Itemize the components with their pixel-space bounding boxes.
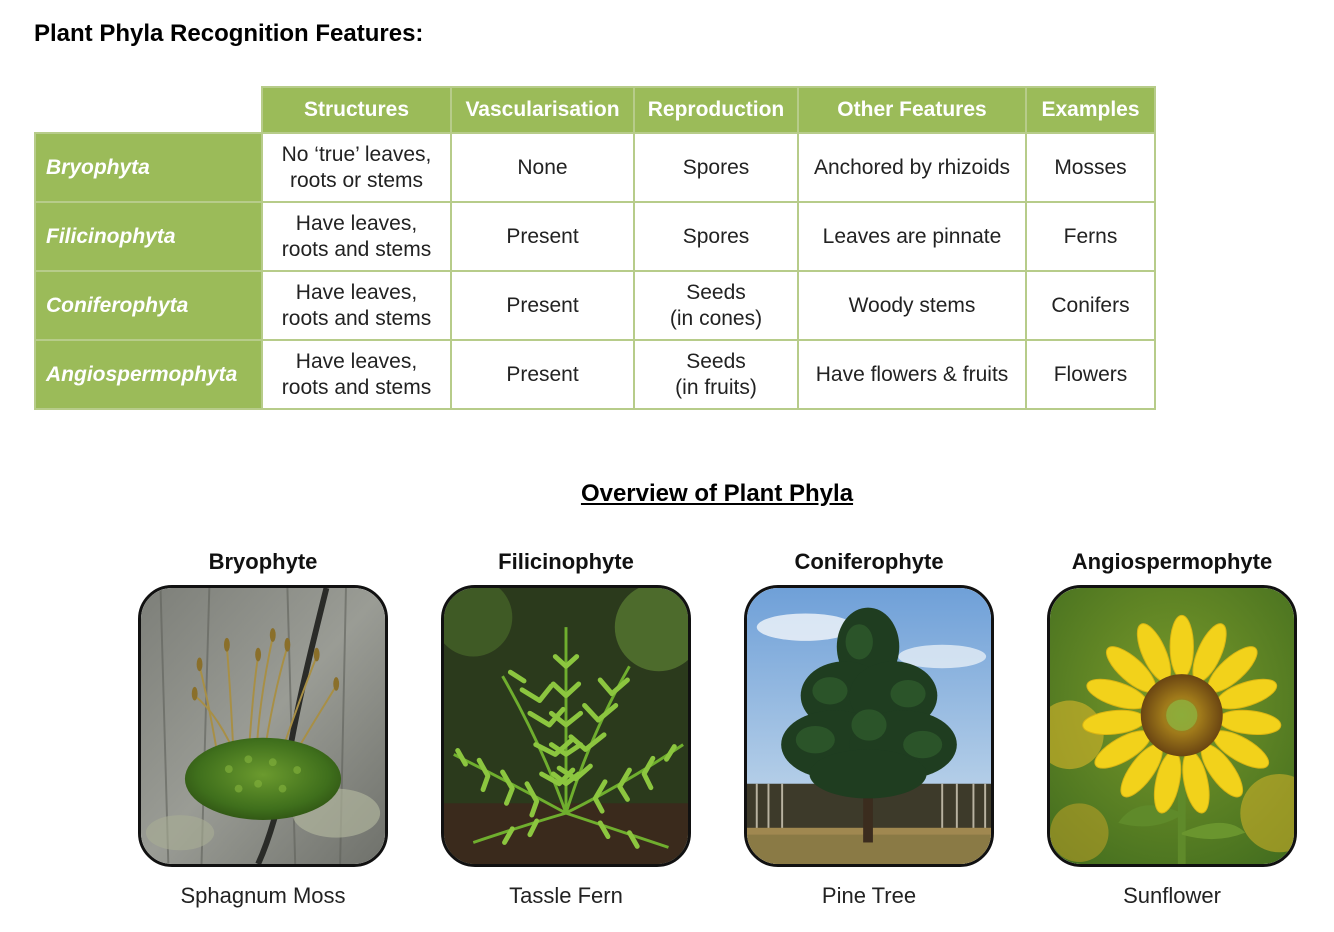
cell-structures-line-1: Have leaves, [295,349,418,373]
cell-examples: Flowers [1026,340,1155,409]
cell-structures [262,133,451,202]
card-title: Angiospermophyte [1071,549,1273,574]
table-row [35,202,1155,271]
table-header-row [35,87,1155,133]
cell-structures [262,340,451,409]
row-header-phylum: Angiospermophyta [35,340,262,409]
cell-reproduction-line-2: (in cones) [669,306,763,330]
cell-structures [262,271,451,340]
cell-reproduction [634,202,798,271]
page-heading: Plant Phyla Recognition Features: [34,20,424,47]
phylum-card-bryophyte [134,545,392,909]
table-row [35,271,1155,340]
pine-tree-photo [744,585,994,867]
column-header-structures: Structures [262,87,451,133]
fern-photo [441,585,691,867]
card-caption: Tassle Fern [509,883,623,908]
column-header-other-features: Other Features [798,87,1026,133]
cell-reproduction [634,133,798,202]
sunflower-photo [1047,585,1297,867]
table-row [35,133,1155,202]
cell-vascularisation: None [451,133,634,202]
overview-title: Overview of Plant Phyla [580,480,854,507]
cell-structures-line-1: Have leaves, [295,280,418,304]
card-caption: Pine Tree [821,883,917,908]
phylum-card-angiospermophyte [1043,545,1301,909]
cell-reproduction-line-1: Seeds [686,349,746,373]
cell-other-features: Leaves are pinnate [798,202,1026,271]
column-header-vascularisation: Vascularisation [451,87,634,133]
cell-reproduction-line-1: Spores [682,224,750,248]
cell-reproduction [634,340,798,409]
cell-vascularisation: Present [451,202,634,271]
moss-photo [138,585,388,867]
card-title: Coniferophyte [794,549,944,574]
table-corner [35,87,262,133]
cell-other-features: Woody stems [798,271,1026,340]
row-header-phylum: Bryophyta [35,133,262,202]
cell-vascularisation: Present [451,340,634,409]
cell-reproduction-line-2: (in fruits) [675,375,757,399]
column-header-reproduction: Reproduction [634,87,798,133]
cell-structures-line-2: roots or stems [289,168,424,192]
cell-structures-line-2: roots and stems [281,306,432,330]
row-header-phylum: Filicinophyta [35,202,262,271]
card-title: Bryophyte [208,549,318,574]
cell-other-features: Have flowers & fruits [798,340,1026,409]
cell-structures-line-1: No ‘true’ leaves, [281,142,432,166]
phylum-card-coniferophyte [740,545,998,909]
cell-reproduction-line-1: Spores [682,155,750,179]
cell-vascularisation: Present [451,271,634,340]
row-header-phylum: Coniferophyta [35,271,262,340]
cell-examples: Mosses [1026,133,1155,202]
column-header-examples: Examples [1026,87,1155,133]
phyla-table [34,86,1156,410]
cell-other-features: Anchored by rhizoids [798,133,1026,202]
cell-reproduction [634,271,798,340]
cell-structures-line-2: roots and stems [281,237,432,261]
card-caption: Sunflower [1123,883,1221,908]
cell-structures [262,202,451,271]
cell-examples: Ferns [1026,202,1155,271]
cell-structures-line-2: roots and stems [281,375,432,399]
phylum-card-filicinophyte [437,545,695,909]
cell-examples: Conifers [1026,271,1155,340]
cell-structures-line-1: Have leaves, [295,211,418,235]
card-title: Filicinophyte [498,549,634,574]
table-row [35,340,1155,409]
cell-reproduction-line-1: Seeds [686,280,746,304]
card-caption: Sphagnum Moss [180,883,346,908]
